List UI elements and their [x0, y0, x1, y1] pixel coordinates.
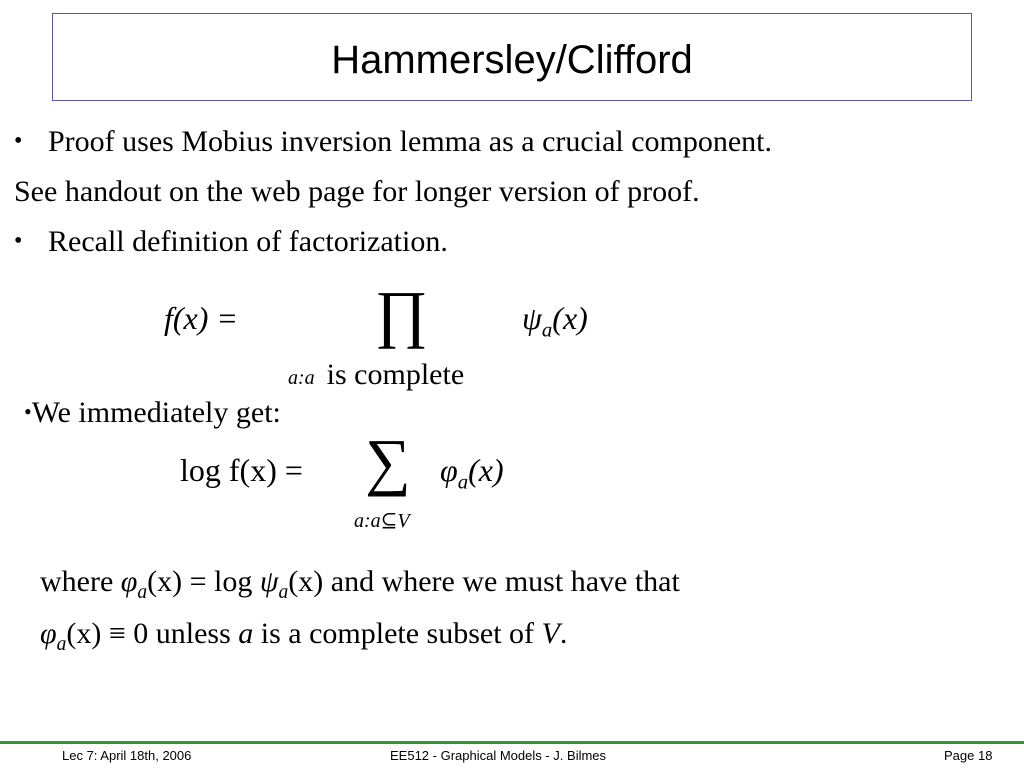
slide-title: Hammersley/Clifford [331, 37, 693, 82]
factorization-term: $\psi_a(x)$ [522, 300, 588, 342]
footer-course: EE512 - Graphical Models - J. Bilmes [390, 748, 607, 763]
bullet-mark: • [24, 399, 32, 424]
bullet-mark: • [14, 128, 23, 154]
product-symbol: ∏ [375, 278, 428, 349]
bullet-line-2 [14, 175, 700, 209]
footer-page-number: Page 18 [944, 748, 993, 763]
bullet-line-3 [14, 225, 448, 259]
bullet-text: Proof uses Mobius inversion lemma as a crucial component. [48, 125, 773, 158]
log-term: $\varphi_a(x)$ [440, 452, 504, 494]
bullet-text: See handout on the web page for longer version of proof. [14, 175, 700, 208]
factorization-lhs: f(x) = [164, 300, 238, 336]
we-get-line [24, 396, 281, 430]
where-line-1: where $\varphi_a(x) = \log \psi_a(x)$ and where we must have that [40, 565, 680, 603]
where-line-2: $\varphi_a(x) \equiv 0$ unless a is a complete subset of V. [40, 617, 568, 655]
bullet-mark: • [14, 228, 23, 254]
title-box [52, 13, 972, 101]
log-lhs: log f(x) = [180, 452, 303, 488]
bullet-text: Recall definition of factorization. [48, 225, 448, 258]
product-index: a:a is complete [288, 358, 465, 391]
footer-divider [0, 741, 1024, 744]
sum-symbol: ∑ [365, 426, 411, 497]
sum-index: a:a⊆V [354, 510, 410, 532]
footer-lecture-date: Lec 7: April 18th, 2006 [62, 748, 192, 763]
bullet-line-1 [14, 125, 772, 159]
we-get-text: We immediately get: [31, 396, 281, 429]
